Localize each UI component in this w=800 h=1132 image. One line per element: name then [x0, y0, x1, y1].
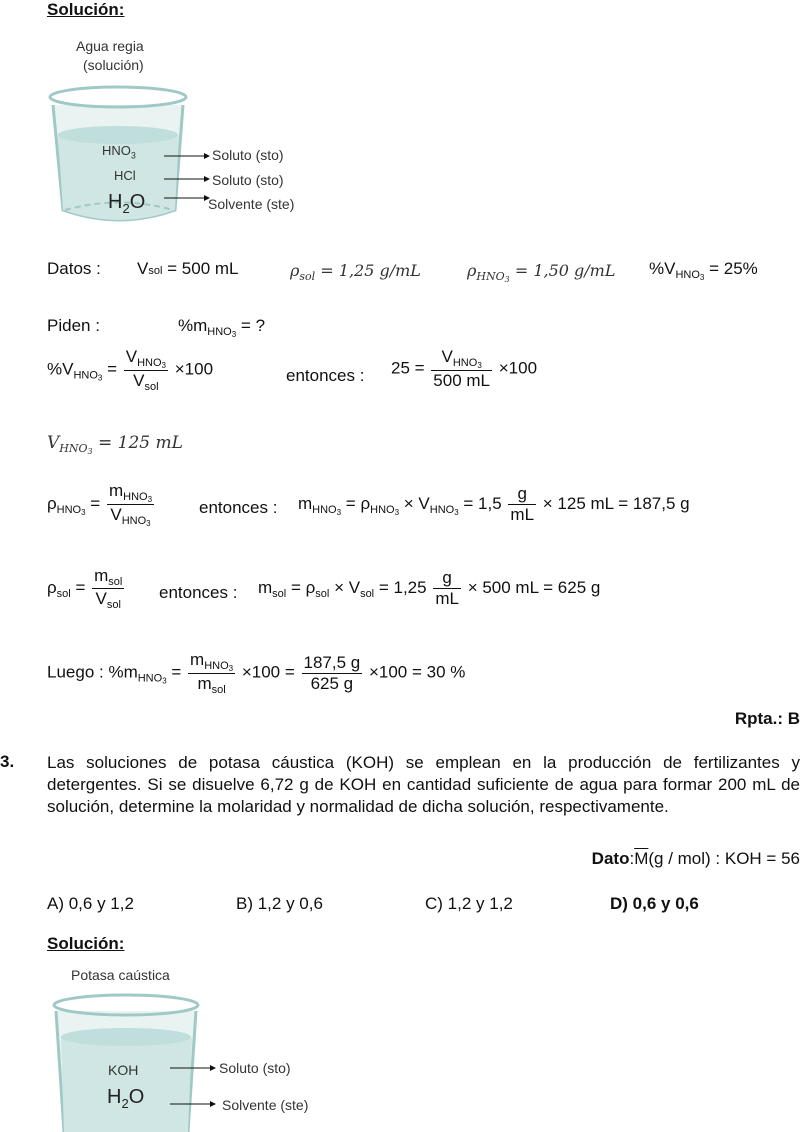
piden-label: Piden : — [47, 316, 100, 335]
arrows-2 — [168, 1060, 218, 1110]
option-d: D) 0,6 y 0,6 — [610, 894, 699, 913]
equation-rho-sol: $\rho_{sol}$ = $\frac{m_{sol}}{V_{sol}}$ — [47, 566, 123, 611]
datos-rho-sol: $\rho_{sol} = 1,25$ g/mL — [290, 261, 421, 283]
option-c: C) 1,2 y 1,2 — [425, 894, 513, 913]
equation-luego: Luego : $\%m_{HNO3}$ = $\frac{m_{HNO3}}{m_{sol}}$ ×100 = $\frac{187,5 g}{625 g}$ ×100 = 30 % — [47, 650, 466, 696]
question-number: 3. — [0, 752, 15, 771]
equation-percent-v: $\%V_{HNO3}$ = $\frac{V_{HNO3}}{V_{sol}}$ ×100 — [47, 347, 214, 393]
equation-m-sol: $m_{sol} = \rho_{sol} \times V_{sol} = 1,25$ $\frac{g}{mL}$ × 500 mL = 625 g — [258, 568, 601, 608]
beaker-title-1: Agua regia — [76, 38, 144, 54]
option-b: B) 1,2 y 0,6 — [236, 894, 323, 913]
datos-rho-hno3: $\rho_{HNO3} = 1,50$ g/mL — [467, 261, 616, 284]
datos-percent-v: $\%V_{HNO3} = 25\%$ — [649, 259, 758, 282]
beaker-subtitle-1: (solución) — [83, 57, 144, 73]
equation-m-hno3: $m_{HNO3} = \rho_{HNO3} \times V_{HNO3} = 1,5$ $\frac{g}{mL}$ × 125 mL = 187,5 g — [298, 484, 690, 524]
solution-heading-2: Solución: — [47, 934, 125, 953]
equation-rho-hno3: $\rho_{HNO3}$ = $\frac{m_{HNO3}}{V_{HNO3}}$ — [47, 481, 153, 528]
arrow-label-solvent-1: Solvente (ste) — [208, 196, 295, 212]
solution-heading-1: Solución: — [47, 0, 125, 19]
beaker2-label-koh: KOH — [108, 1062, 139, 1078]
beaker2-label-h2o: $H_2O$ — [107, 1086, 145, 1111]
answer-label: Rpta.: B — [734, 709, 800, 728]
arrows-1 — [162, 148, 212, 208]
beaker-label-hno3: $HNO_3$ — [102, 143, 136, 161]
question-text: Las soluciones de potasa cáustica (KOH) se emplean en la producción de fertilizantes y detergentes. Si se disuelve 6,72 g de KOH en cantidad suficiente de agua para formar 200 mL de solución, determine la molaridad y normalidad de dicha solución, respectivamente. — [47, 753, 800, 816]
equation-entonces-2: entonces : — [199, 498, 278, 517]
datos-vsol: Vsol = 500 mL — [137, 259, 239, 278]
dato-line: $Dato:\overline{M}(g / mol)$ : KOH = 56 — [591, 849, 800, 868]
arrow2-label-solute: Soluto (sto) — [219, 1060, 291, 1076]
equation-v-hno3: $V_{HNO3} = 125$ mL — [47, 433, 183, 456]
equation-entonces-1: entonces : — [286, 366, 365, 385]
equation-percent-v-sub: 25 = $\frac{V_{HNO3}}{500 mL}$ ×100 — [391, 347, 538, 390]
beaker-label-h2o: $H_2O$ — [108, 191, 146, 216]
equation-entonces-3: entonces : — [159, 583, 238, 602]
arrow-label-solute-2: Soluto (sto) — [212, 172, 284, 188]
piden-question: $\%m_{HNO3}$ = ? — [178, 316, 266, 339]
datos-label: Datos : — [47, 259, 101, 278]
beaker-title-2: Potasa caústica — [71, 967, 170, 983]
option-a: A) 0,6 y 1,2 — [47, 894, 134, 913]
arrow-label-solute-1: Soluto (sto) — [212, 147, 284, 163]
beaker-label-hcl: HCl — [114, 168, 136, 183]
arrow2-label-solvent: Solvente (ste) — [222, 1097, 309, 1113]
